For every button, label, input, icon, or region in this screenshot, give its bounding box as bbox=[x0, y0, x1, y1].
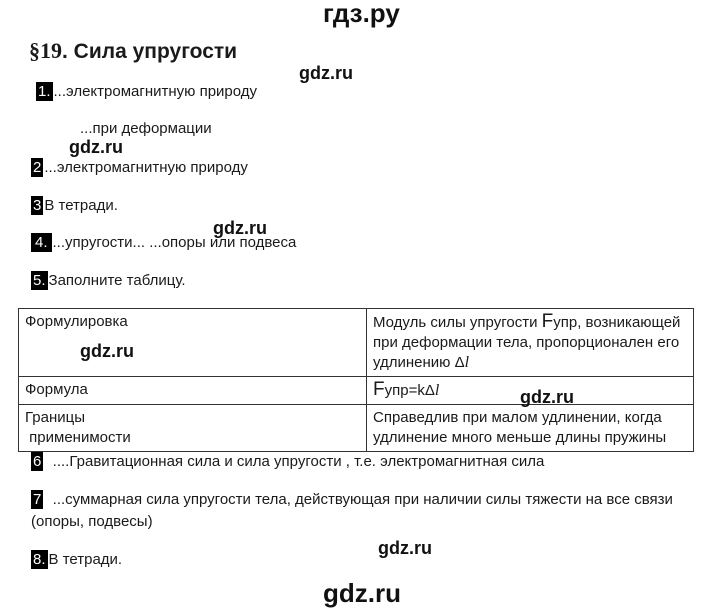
table-cell-label bbox=[19, 405, 367, 452]
page-title bbox=[29, 38, 237, 64]
item-text: ...электромагнитную природу bbox=[44, 159, 248, 176]
delta-symbol: Δ bbox=[424, 382, 435, 399]
forces-table bbox=[18, 308, 694, 452]
item-number: 4. bbox=[31, 233, 52, 252]
watermark: gdz.ru bbox=[69, 137, 123, 157]
item-text: В тетради. bbox=[48, 551, 123, 568]
item-number: 6 bbox=[33, 453, 42, 470]
table-cell-value bbox=[367, 309, 694, 377]
table-cell-label bbox=[19, 377, 367, 405]
answer-item-5 bbox=[31, 271, 186, 290]
answer-item-1 bbox=[36, 82, 257, 101]
item-text: ...при деформации bbox=[80, 120, 212, 137]
answer-item-7-continued bbox=[31, 513, 153, 530]
table-row-formula bbox=[19, 377, 694, 405]
force-symbol: F bbox=[373, 379, 385, 400]
answer-item-8 bbox=[31, 550, 122, 569]
item-number: 3 bbox=[33, 197, 42, 214]
item-text: Заполните таблицу. bbox=[48, 272, 186, 289]
item-text: ....Гравитационная сила и сила упругости , т.е. электромагнитная сила bbox=[44, 453, 545, 470]
cell-label: Формулировка bbox=[25, 313, 128, 330]
section-dot: . bbox=[62, 40, 68, 63]
cell-label: применимости bbox=[25, 429, 131, 446]
site-footer: gdz.ru bbox=[323, 578, 401, 608]
item-number: 7 bbox=[33, 491, 42, 508]
item-text: (опоры, подвесы) bbox=[31, 513, 153, 530]
item-text: В тетради. bbox=[44, 197, 118, 214]
force-subscript: упр bbox=[553, 314, 578, 331]
force-symbol: F bbox=[541, 311, 554, 332]
item-text: ...суммарная сила упругости тела, действующая при наличии силы тяжести на все связи bbox=[44, 491, 673, 508]
answer-item-3 bbox=[31, 196, 118, 215]
cell-text: Справедлив при малом удлинении, когда bbox=[373, 409, 662, 426]
answer-item-4 bbox=[31, 233, 296, 252]
cell-label: Границы bbox=[25, 409, 85, 426]
answer-item-6 bbox=[31, 452, 544, 471]
watermark: gdz.ru bbox=[213, 218, 267, 238]
answer-item-2 bbox=[31, 158, 248, 177]
item-text: ...упругости... ...опоры или подвеса bbox=[52, 234, 297, 251]
cell-text: Модуль силы упругости bbox=[373, 314, 542, 331]
item-number: 2 bbox=[33, 159, 42, 176]
length-symbol: l bbox=[464, 354, 470, 371]
cell-text: при деформации тела, пропорционален его bbox=[373, 334, 680, 351]
table-cell-label bbox=[19, 309, 367, 377]
formula-text: упр=k bbox=[384, 382, 425, 399]
length-symbol: l bbox=[434, 382, 440, 399]
table-row-applicability bbox=[19, 405, 694, 452]
cell-text: удлинение много меньше длины пружины bbox=[373, 429, 667, 446]
site-header: гдз.ру bbox=[323, 0, 400, 28]
section-title: Сила упругости bbox=[67, 40, 238, 63]
item-text: ...электромагнитную природу bbox=[53, 83, 258, 100]
section-number: §19 bbox=[29, 38, 62, 63]
watermark: gdz.ru bbox=[520, 387, 574, 407]
cell-text: , возникающей bbox=[577, 314, 681, 331]
table-cell-value bbox=[367, 405, 694, 452]
cell-label: Формула bbox=[25, 381, 88, 398]
delta-symbol: Δ bbox=[454, 354, 465, 371]
answer-item-7 bbox=[31, 490, 673, 509]
watermark: gdz.ru bbox=[299, 63, 353, 83]
answer-item-1-continued bbox=[80, 120, 212, 137]
watermark: gdz.ru bbox=[378, 538, 432, 558]
item-number: 8. bbox=[33, 551, 46, 568]
cell-text: удлинению bbox=[373, 354, 455, 371]
item-number: 1. bbox=[38, 83, 51, 100]
watermark: gdz.ru bbox=[80, 341, 134, 361]
item-number: 5. bbox=[33, 272, 46, 289]
